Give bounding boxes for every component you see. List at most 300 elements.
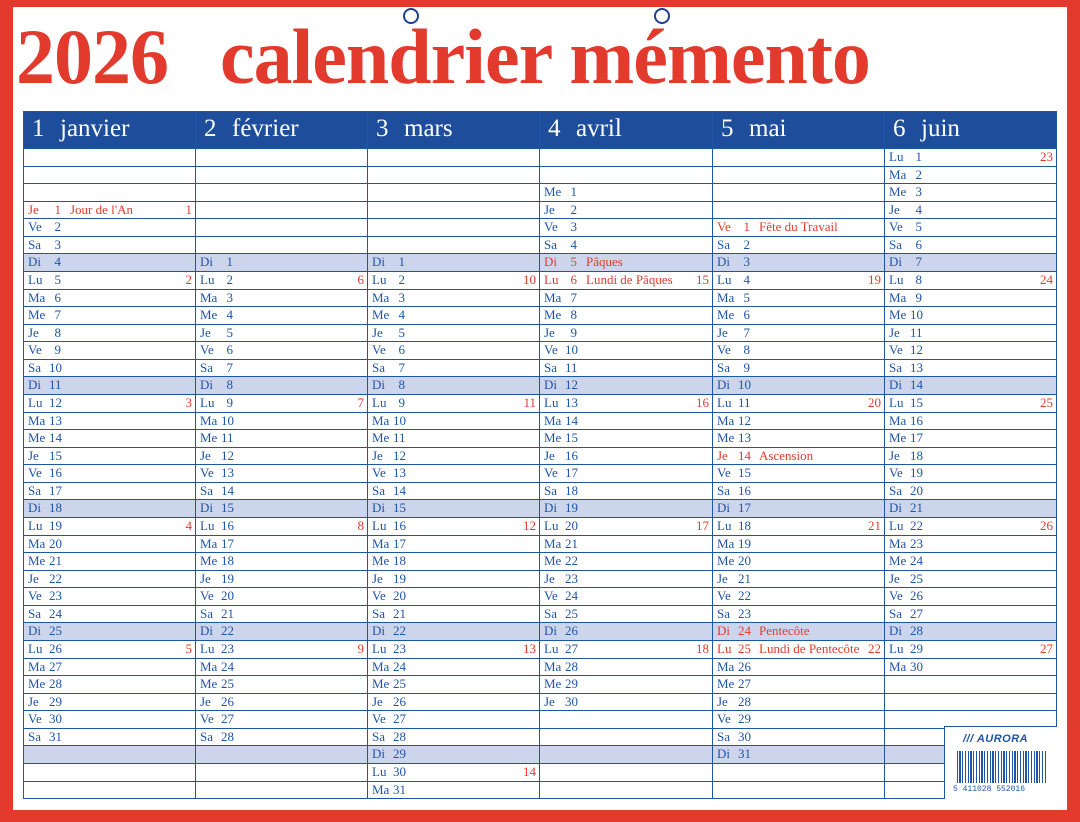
- day-row: [196, 535, 367, 553]
- day-number: 23: [565, 570, 578, 586]
- day-number: 21: [910, 500, 923, 516]
- week-number: 21: [868, 517, 881, 533]
- weekday-label: Sa: [200, 728, 213, 744]
- day-row: [24, 781, 195, 799]
- weekday-label: Ve: [28, 711, 42, 727]
- day-row: [885, 148, 1056, 166]
- week-number: 25: [1040, 394, 1053, 410]
- day-number: 9: [226, 394, 233, 410]
- weekday-label: Ve: [717, 219, 731, 235]
- title-name: calendrier mémento: [220, 13, 870, 100]
- weekday-label: Ve: [889, 219, 903, 235]
- day-row: [196, 289, 367, 307]
- day-number: 3: [54, 236, 61, 252]
- day-row: [713, 359, 884, 377]
- day-number: 10: [221, 412, 234, 428]
- day-number: 29: [910, 640, 923, 656]
- weekday-label: Je: [372, 570, 383, 586]
- day-number: 11: [221, 430, 234, 446]
- day-number: 18: [393, 553, 406, 569]
- day-row: [885, 218, 1056, 236]
- day-row: [885, 324, 1056, 342]
- day-number: 17: [221, 535, 234, 551]
- day-row: [24, 359, 195, 377]
- weekday-label: Di: [889, 377, 902, 393]
- day-number: 5: [743, 289, 750, 305]
- day-row: [24, 535, 195, 553]
- weekday-label: Lu: [889, 640, 904, 656]
- weekday-label: Di: [717, 623, 730, 639]
- day-number: 8: [743, 342, 750, 358]
- day-row: [196, 745, 367, 763]
- day-row: [196, 359, 367, 377]
- day-number: 8: [915, 271, 922, 287]
- day-row: [713, 710, 884, 728]
- day-number: 15: [910, 394, 923, 410]
- day-number: 11: [565, 359, 578, 375]
- day-row: [368, 324, 539, 342]
- day-number: 4: [743, 271, 750, 287]
- day-number: 7: [54, 307, 61, 323]
- day-number: 16: [221, 517, 234, 533]
- day-row: [540, 306, 712, 324]
- day-number: 5: [226, 324, 233, 340]
- day-number: 22: [738, 588, 751, 604]
- day-number: 28: [221, 728, 234, 744]
- weekday-label: Ma: [200, 658, 218, 674]
- weekday-label: Ve: [717, 588, 731, 604]
- day-row: [540, 218, 712, 236]
- day-number: 7: [915, 254, 922, 270]
- day-number: 11: [910, 324, 923, 340]
- day-row: [885, 499, 1056, 517]
- day-number: 12: [49, 394, 62, 410]
- day-row: [713, 447, 884, 465]
- day-row: [196, 464, 367, 482]
- day-number: 26: [393, 693, 406, 709]
- day-number: 2: [570, 201, 577, 217]
- weekday-label: Ma: [28, 535, 46, 551]
- day-row: [196, 710, 367, 728]
- weekday-label: Di: [544, 377, 557, 393]
- weekday-label: Lu: [717, 517, 732, 533]
- day-row: [196, 587, 367, 605]
- day-number: 28: [393, 728, 406, 744]
- weekday-label: Ve: [544, 588, 558, 604]
- day-row: [713, 306, 884, 324]
- day-number: 20: [221, 588, 234, 604]
- day-row: [713, 622, 884, 640]
- weekday-label: Lu: [372, 517, 387, 533]
- month-name: avril: [576, 115, 622, 142]
- weekday-label: Sa: [544, 359, 557, 375]
- day-number: 27: [393, 711, 406, 727]
- ean-number: 5 411028 552016: [953, 785, 1026, 794]
- day-row: [885, 622, 1056, 640]
- day-row: [540, 675, 712, 693]
- day-number: 16: [738, 482, 751, 498]
- day-row: [368, 482, 539, 500]
- day-number: 3: [226, 289, 233, 305]
- weekday-label: Ma: [28, 412, 46, 428]
- weekday-label: Je: [544, 570, 555, 586]
- day-row: [196, 236, 367, 254]
- day-row: [368, 499, 539, 517]
- weekday-label: Je: [717, 447, 728, 463]
- day-number: 2: [398, 271, 405, 287]
- day-row: [713, 218, 884, 236]
- weekday-label: Ve: [889, 588, 903, 604]
- holiday-name: Lundi de Pâques: [586, 271, 673, 287]
- weekday-label: Sa: [28, 236, 41, 252]
- day-row: [24, 376, 195, 394]
- day-number: 26: [221, 693, 234, 709]
- weekday-label: Me: [200, 430, 218, 446]
- week-number: 12: [523, 517, 536, 533]
- day-row: [713, 781, 884, 799]
- month-number: 3: [376, 115, 389, 142]
- weekday-label: Sa: [28, 359, 41, 375]
- day-row: [368, 675, 539, 693]
- day-number: 25: [221, 676, 234, 692]
- weekday-label: Lu: [200, 271, 215, 287]
- weekday-label: Me: [544, 184, 562, 200]
- weekday-label: Ma: [28, 658, 46, 674]
- weekday-label: Me: [717, 307, 735, 323]
- day-row: [713, 693, 884, 711]
- day-number: 17: [393, 535, 406, 551]
- day-row: [540, 517, 712, 535]
- day-row: [196, 640, 367, 658]
- day-row: [540, 622, 712, 640]
- weekday-label: Je: [544, 201, 555, 217]
- weekday-label: Lu: [717, 640, 732, 656]
- weekday-label: Ve: [717, 465, 731, 481]
- weekday-label: Lu: [200, 394, 215, 410]
- weekday-label: Lu: [889, 394, 904, 410]
- day-row: [885, 394, 1056, 412]
- day-number: 24: [393, 658, 406, 674]
- weekday-label: Ve: [372, 342, 386, 358]
- week-number: 15: [696, 271, 709, 287]
- week-number: 18: [696, 640, 709, 656]
- day-number: 27: [49, 658, 62, 674]
- day-number: 10: [565, 342, 578, 358]
- month-header: [713, 112, 884, 148]
- day-number: 6: [398, 342, 405, 358]
- day-row: [24, 253, 195, 271]
- weekday-label: Sa: [372, 728, 385, 744]
- day-number: 13: [221, 465, 234, 481]
- day-row: [540, 570, 712, 588]
- title-year: 2026: [16, 13, 168, 100]
- day-number: 22: [565, 553, 578, 569]
- day-row: [196, 341, 367, 359]
- day-row: [713, 587, 884, 605]
- day-number: 15: [738, 465, 751, 481]
- weekday-label: Ma: [372, 781, 390, 797]
- day-number: 30: [565, 693, 578, 709]
- weekday-label: Sa: [717, 728, 730, 744]
- weekday-label: Je: [544, 324, 555, 340]
- weekday-label: Sa: [717, 359, 730, 375]
- weekday-label: Me: [28, 553, 46, 569]
- day-row: [540, 148, 712, 166]
- weekday-label: Ma: [544, 535, 562, 551]
- brand-box: [944, 726, 1057, 799]
- day-row: [540, 658, 712, 676]
- day-number: 27: [910, 605, 923, 621]
- day-row: [196, 166, 367, 184]
- weekday-label: Di: [28, 377, 41, 393]
- month-number: 4: [548, 115, 561, 142]
- weekday-label: Sa: [717, 482, 730, 498]
- day-number: 12: [738, 412, 751, 428]
- month-column: [540, 112, 713, 798]
- day-row: [885, 675, 1056, 693]
- weekday-label: Di: [200, 623, 213, 639]
- month-number: 6: [893, 115, 906, 142]
- day-number: 25: [565, 605, 578, 621]
- day-row: [196, 781, 367, 799]
- day-number: 15: [221, 500, 234, 516]
- day-row: [368, 535, 539, 553]
- day-row: [540, 552, 712, 570]
- day-number: 7: [226, 359, 233, 375]
- weekday-label: Me: [889, 553, 907, 569]
- weekday-label: Je: [372, 324, 383, 340]
- month-name: mai: [749, 115, 787, 142]
- day-number: 2: [915, 166, 922, 182]
- day-number: 22: [910, 517, 923, 533]
- weekday-label: Ma: [544, 658, 562, 674]
- day-row: [885, 359, 1056, 377]
- week-number: 8: [357, 517, 364, 533]
- day-number: 26: [565, 623, 578, 639]
- day-number: 23: [738, 605, 751, 621]
- holiday-name: Lundi de Pentecôte: [759, 640, 860, 656]
- day-row: [24, 289, 195, 307]
- week-number: 27: [1040, 640, 1053, 656]
- day-row: [540, 640, 712, 658]
- day-number: 27: [738, 676, 751, 692]
- day-row: [368, 394, 539, 412]
- weekday-label: Je: [544, 447, 555, 463]
- day-row: [24, 728, 195, 746]
- month-name: février: [232, 115, 299, 142]
- weekday-label: Lu: [28, 640, 43, 656]
- day-row: [368, 517, 539, 535]
- day-row: [24, 218, 195, 236]
- weekday-label: Di: [372, 500, 385, 516]
- day-number: 28: [910, 623, 923, 639]
- month-name: janvier: [60, 115, 130, 142]
- weekday-label: Sa: [889, 236, 902, 252]
- day-row: [24, 464, 195, 482]
- weekday-label: Di: [200, 500, 213, 516]
- day-number: 25: [393, 676, 406, 692]
- weekday-label: Lu: [372, 763, 387, 779]
- day-number: 14: [565, 412, 578, 428]
- day-row: [196, 763, 367, 781]
- weekday-label: Ve: [372, 465, 386, 481]
- day-row: [713, 745, 884, 763]
- day-row: [368, 148, 539, 166]
- holiday-name: Jour de l'An: [70, 201, 134, 217]
- day-number: 13: [565, 394, 578, 410]
- weekday-label: Lu: [544, 640, 559, 656]
- day-row: [540, 253, 712, 271]
- day-number: 24: [221, 658, 234, 674]
- weekday-label: Je: [200, 693, 211, 709]
- holiday-name: Pâques: [586, 254, 623, 270]
- day-number: 3: [915, 184, 922, 200]
- day-row: [540, 271, 712, 289]
- day-number: 14: [221, 482, 234, 498]
- weekday-label: Di: [372, 377, 385, 393]
- day-number: 14: [910, 377, 923, 393]
- day-number: 13: [49, 412, 62, 428]
- month-column: [368, 112, 540, 798]
- day-number: 9: [570, 324, 577, 340]
- day-row: [368, 236, 539, 254]
- day-number: 25: [910, 570, 923, 586]
- weekday-label: Ma: [889, 658, 907, 674]
- week-number: 22: [868, 640, 881, 656]
- month-column: [713, 112, 885, 798]
- weekday-label: Di: [889, 500, 902, 516]
- weekday-label: Sa: [372, 359, 385, 375]
- weekday-label: Ma: [200, 535, 218, 551]
- day-row: [885, 693, 1056, 711]
- month-header: [368, 112, 539, 148]
- day-number: 21: [738, 570, 751, 586]
- weekday-label: Je: [28, 447, 39, 463]
- month-header: [540, 112, 712, 148]
- day-row: [885, 341, 1056, 359]
- day-number: 31: [49, 728, 62, 744]
- weekday-label: Sa: [889, 482, 902, 498]
- day-row: [24, 605, 195, 623]
- day-row: [885, 482, 1056, 500]
- day-row: [368, 429, 539, 447]
- day-row: [540, 429, 712, 447]
- day-row: [885, 412, 1056, 430]
- day-number: 3: [398, 289, 405, 305]
- day-number: 9: [398, 394, 405, 410]
- weekday-label: Ve: [372, 711, 386, 727]
- day-row: [368, 253, 539, 271]
- day-row: [885, 253, 1056, 271]
- day-number: 9: [743, 359, 750, 375]
- calendar-grid: [23, 111, 1057, 799]
- day-row: [368, 781, 539, 799]
- day-number: 7: [743, 324, 750, 340]
- day-row: [885, 271, 1056, 289]
- weekday-label: Ve: [28, 219, 42, 235]
- day-row: [885, 517, 1056, 535]
- day-number: 1: [54, 201, 61, 217]
- week-number: 11: [523, 394, 536, 410]
- weekday-label: Di: [28, 500, 41, 516]
- day-number: 20: [49, 535, 62, 551]
- weekday-label: Sa: [717, 605, 730, 621]
- weekday-label: Ve: [200, 711, 214, 727]
- weekday-label: Ve: [200, 342, 214, 358]
- weekday-label: Me: [372, 307, 390, 323]
- weekday-label: Ve: [372, 588, 386, 604]
- day-row: [24, 499, 195, 517]
- weekday-label: Me: [200, 307, 218, 323]
- week-number: 19: [868, 271, 881, 287]
- day-row: [196, 394, 367, 412]
- day-number: 4: [915, 201, 922, 217]
- day-row: [24, 412, 195, 430]
- day-number: 17: [49, 482, 62, 498]
- day-row: [196, 728, 367, 746]
- day-number: 6: [570, 271, 577, 287]
- day-row: [24, 552, 195, 570]
- day-number: 13: [393, 465, 406, 481]
- weekday-label: Lu: [717, 271, 732, 287]
- day-row: [368, 412, 539, 430]
- day-number: 20: [910, 482, 923, 498]
- day-number: 3: [570, 219, 577, 235]
- weekday-label: Sa: [889, 605, 902, 621]
- day-number: 18: [910, 447, 923, 463]
- day-row: [368, 271, 539, 289]
- day-row: [713, 289, 884, 307]
- day-row: [196, 693, 367, 711]
- day-number: 22: [221, 623, 234, 639]
- day-row: [540, 183, 712, 201]
- day-number: 14: [393, 482, 406, 498]
- weekday-label: Ma: [889, 535, 907, 551]
- day-number: 18: [738, 517, 751, 533]
- day-number: 8: [570, 307, 577, 323]
- day-row: [540, 376, 712, 394]
- weekday-label: Ve: [717, 342, 731, 358]
- weekday-label: Sa: [889, 359, 902, 375]
- weekday-label: Ma: [372, 289, 390, 305]
- day-row: [196, 429, 367, 447]
- day-row: [540, 236, 712, 254]
- day-row: [368, 605, 539, 623]
- day-row: [196, 482, 367, 500]
- day-number: 24: [910, 553, 923, 569]
- weekday-label: Sa: [28, 605, 41, 621]
- day-row: [196, 148, 367, 166]
- day-number: 17: [565, 465, 578, 481]
- day-row: [24, 166, 195, 184]
- day-number: 1: [226, 254, 233, 270]
- day-number: 19: [49, 517, 62, 533]
- weekday-label: Je: [717, 693, 728, 709]
- day-number: 19: [738, 535, 751, 551]
- barcode-icon: [957, 751, 1047, 783]
- weekday-label: Je: [28, 201, 39, 217]
- weekday-label: Lu: [889, 517, 904, 533]
- week-number: 9: [357, 640, 364, 656]
- day-row: [713, 183, 884, 201]
- weekday-label: Di: [200, 254, 213, 270]
- day-number: 19: [565, 500, 578, 516]
- weekday-label: Ma: [889, 166, 907, 182]
- day-number: 15: [565, 430, 578, 446]
- day-number: 16: [49, 465, 62, 481]
- weekday-label: Ve: [28, 465, 42, 481]
- day-row: [713, 552, 884, 570]
